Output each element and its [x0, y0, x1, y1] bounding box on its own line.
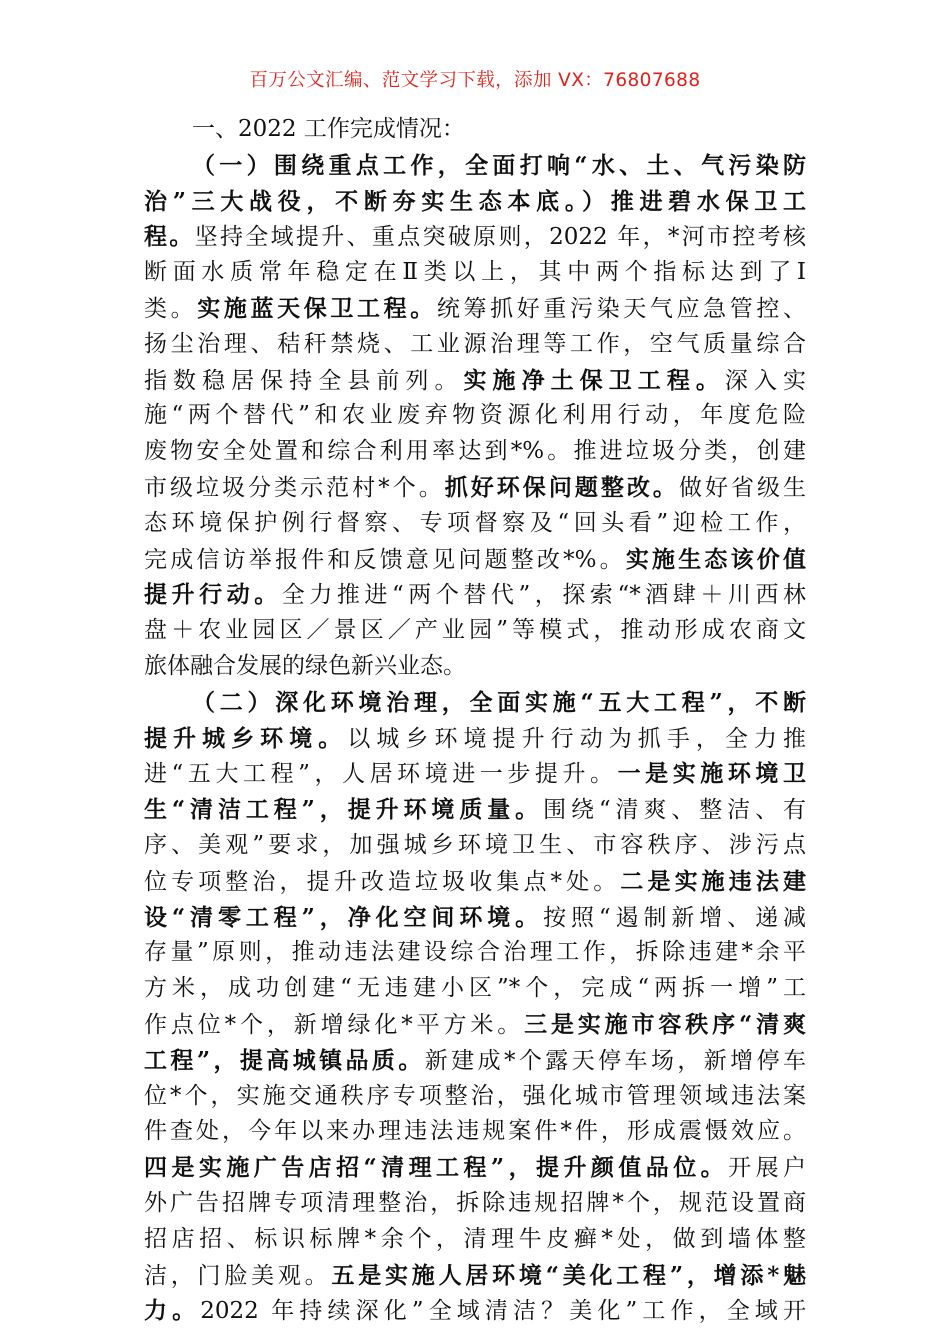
- text-line: [144, 900, 806, 936]
- text-line: [144, 756, 806, 792]
- bold-phrase: 生“清洁工程”，提升环境质量。: [144, 796, 544, 824]
- text-line: [144, 971, 806, 1007]
- bold-phrase: 力。: [144, 1297, 201, 1325]
- document-body: [144, 112, 806, 1329]
- text-line: [144, 1222, 806, 1258]
- text-line: [144, 828, 806, 864]
- text-run: 以城乡环境提升行动为抓手，全力推: [347, 725, 806, 752]
- text-line: [144, 613, 806, 649]
- bold-phrase: 实施净土保卫工程。: [463, 366, 725, 394]
- text-run: 围绕“清爽、整洁、有: [543, 797, 806, 824]
- text-run: 按照“遏制新增、递减: [543, 904, 806, 931]
- text-line: [144, 1186, 806, 1222]
- text-run: 施“两个替代”和农业废弃物资源化利用行动，年度危险: [144, 402, 806, 429]
- text-line: [144, 470, 806, 506]
- text-run: 扬尘治理、秸秆禁烧、工业源治理等工作，空气质量综合: [144, 330, 806, 357]
- bold-phrase: 一是实施环境卫: [617, 760, 806, 788]
- text-line: [144, 398, 806, 434]
- text-line: [144, 577, 806, 613]
- bold-phrase: 程。: [144, 223, 195, 251]
- text-line: [144, 291, 806, 327]
- bold-phrase: （一）围绕重点工作，全面打响“水、土、气污染防: [192, 151, 806, 179]
- bold-phrase: 提升行动。: [144, 581, 282, 609]
- text-line: [144, 506, 806, 542]
- text-line: [144, 112, 806, 148]
- text-run: 新建成*个露天停车场，新增停车: [424, 1047, 806, 1074]
- text-line: [144, 434, 806, 470]
- text-run: 废物安全处置和综合利用率达到*%。推进垃圾分类，创建: [144, 438, 806, 465]
- text-run: 方米，成功创建“无违建小区”*个，完成“两拆一增”工: [144, 975, 806, 1002]
- text-line: [144, 1043, 806, 1079]
- bold-phrase: 设“清零工程”，净化空间环境。: [144, 903, 544, 931]
- text-run: 外广告招牌专项清理整治，拆除违规招牌*个，规范设置商: [144, 1189, 806, 1216]
- text-run: 位专项整治，提升改造垃圾收集点*处。: [144, 868, 621, 895]
- text-line: [144, 935, 806, 971]
- text-line: [144, 184, 806, 220]
- text-line: [144, 649, 806, 685]
- text-line: [144, 1293, 806, 1329]
- text-line: [144, 1114, 806, 1150]
- text-line: [144, 792, 806, 828]
- bold-phrase: 四是实施广告店招“清理工程”，提升颜值品位。: [144, 1154, 729, 1182]
- text-run: 全力推进“两个替代”，探索“*酒肆＋川西林: [281, 582, 806, 609]
- text-run: 类。: [144, 295, 198, 322]
- bold-phrase: 治”三大战役，不断夯实生态本底。）推进碧水保卫工: [144, 187, 806, 215]
- text-run: 进“五大工程”，人居环境进一步提升。: [144, 761, 618, 788]
- bold-phrase: 工程”，提高城镇品质。: [144, 1046, 425, 1074]
- text-run: 指数稳居保持全县前列。: [144, 367, 464, 394]
- bold-phrase: 实施蓝天保卫工程。: [197, 294, 437, 322]
- text-run: 存量”原则，推动违法建设综合治理工作，拆除违建*余平: [144, 939, 806, 966]
- bold-phrase: 抓好环保问题整改。: [444, 473, 679, 501]
- text-run: 旅体融合发展的绿色新兴业态。: [144, 652, 466, 679]
- text-line: [144, 327, 806, 363]
- text-line: [144, 1007, 806, 1043]
- text-line: [144, 1079, 806, 1115]
- text-line: [144, 148, 806, 184]
- text-line: [144, 363, 806, 399]
- text-run: 件查处，今年以来办理违法违规案件*件，形成震慑效应。: [144, 1118, 806, 1145]
- text-run: 深入实: [724, 367, 806, 394]
- text-run: 序、美观”要求，加强城乡环境卫生、市容秩序、涉污点: [144, 831, 806, 858]
- text-run: 位*个，实施交通秩序专项整治，强化城市管理领域违法案: [144, 1082, 806, 1109]
- bold-phrase: （二）深化环境治理，全面实施“五大工程”，不断: [192, 688, 806, 716]
- text-run: 市级垃圾分类示范村*个。: [144, 474, 445, 501]
- text-line: [144, 721, 806, 757]
- bold-phrase: 实施生态该价值: [625, 545, 806, 573]
- text-line: [144, 1258, 806, 1294]
- text-run: 坚持全域提升、重点突破原则，2022 年，*河市控考核: [194, 224, 806, 251]
- bold-phrase: 二是实施违法建: [620, 867, 806, 895]
- text-line: [144, 219, 806, 255]
- text-line: [144, 255, 806, 291]
- text-line: [144, 542, 806, 578]
- text-run: 完成信访举报件和反馈意见问题整改*%。: [144, 546, 626, 573]
- text-run: 作点位*个，新增绿化*平方米。: [144, 1011, 525, 1038]
- text-line: [144, 685, 806, 721]
- download-watermark: 百万公文汇编、范文学习下载，添加 VX：76807688: [249, 70, 701, 91]
- bold-phrase: 提升城乡环境。: [144, 724, 348, 752]
- text-run: 盘＋农业园区／景区／产业园”等模式，推动形成农商文: [144, 617, 806, 644]
- text-run: 做好省级生: [678, 474, 806, 501]
- text-run: 洁，门脸美观。: [144, 1262, 332, 1289]
- text-line: [144, 1150, 806, 1186]
- text-line: [144, 864, 806, 900]
- text-run: 开展户: [728, 1155, 806, 1182]
- text-run: 态环境保护例行督察、专项督察及“回头看”迎检工作，: [144, 509, 806, 536]
- text-run: 2022 年持续深化”全域清洁？美化”工作，全域开: [200, 1298, 806, 1325]
- bold-phrase: 五是实施人居环境“美化工程”，增添*魅: [331, 1261, 806, 1289]
- text-run: 一、2022 工作完成情况：: [192, 116, 465, 142]
- bold-phrase: 三是实施市容秩序“清爽: [524, 1010, 806, 1038]
- text-run: 统筹抓好重污染天气应急管控、: [436, 295, 806, 322]
- text-run: 断面水质常年稳定在Ⅱ类以上，其中两个指标达到了Ⅰ: [144, 259, 806, 286]
- text-run: 招店招、标识标牌*余个，清理牛皮癣*处，做到墙体整: [144, 1225, 806, 1252]
